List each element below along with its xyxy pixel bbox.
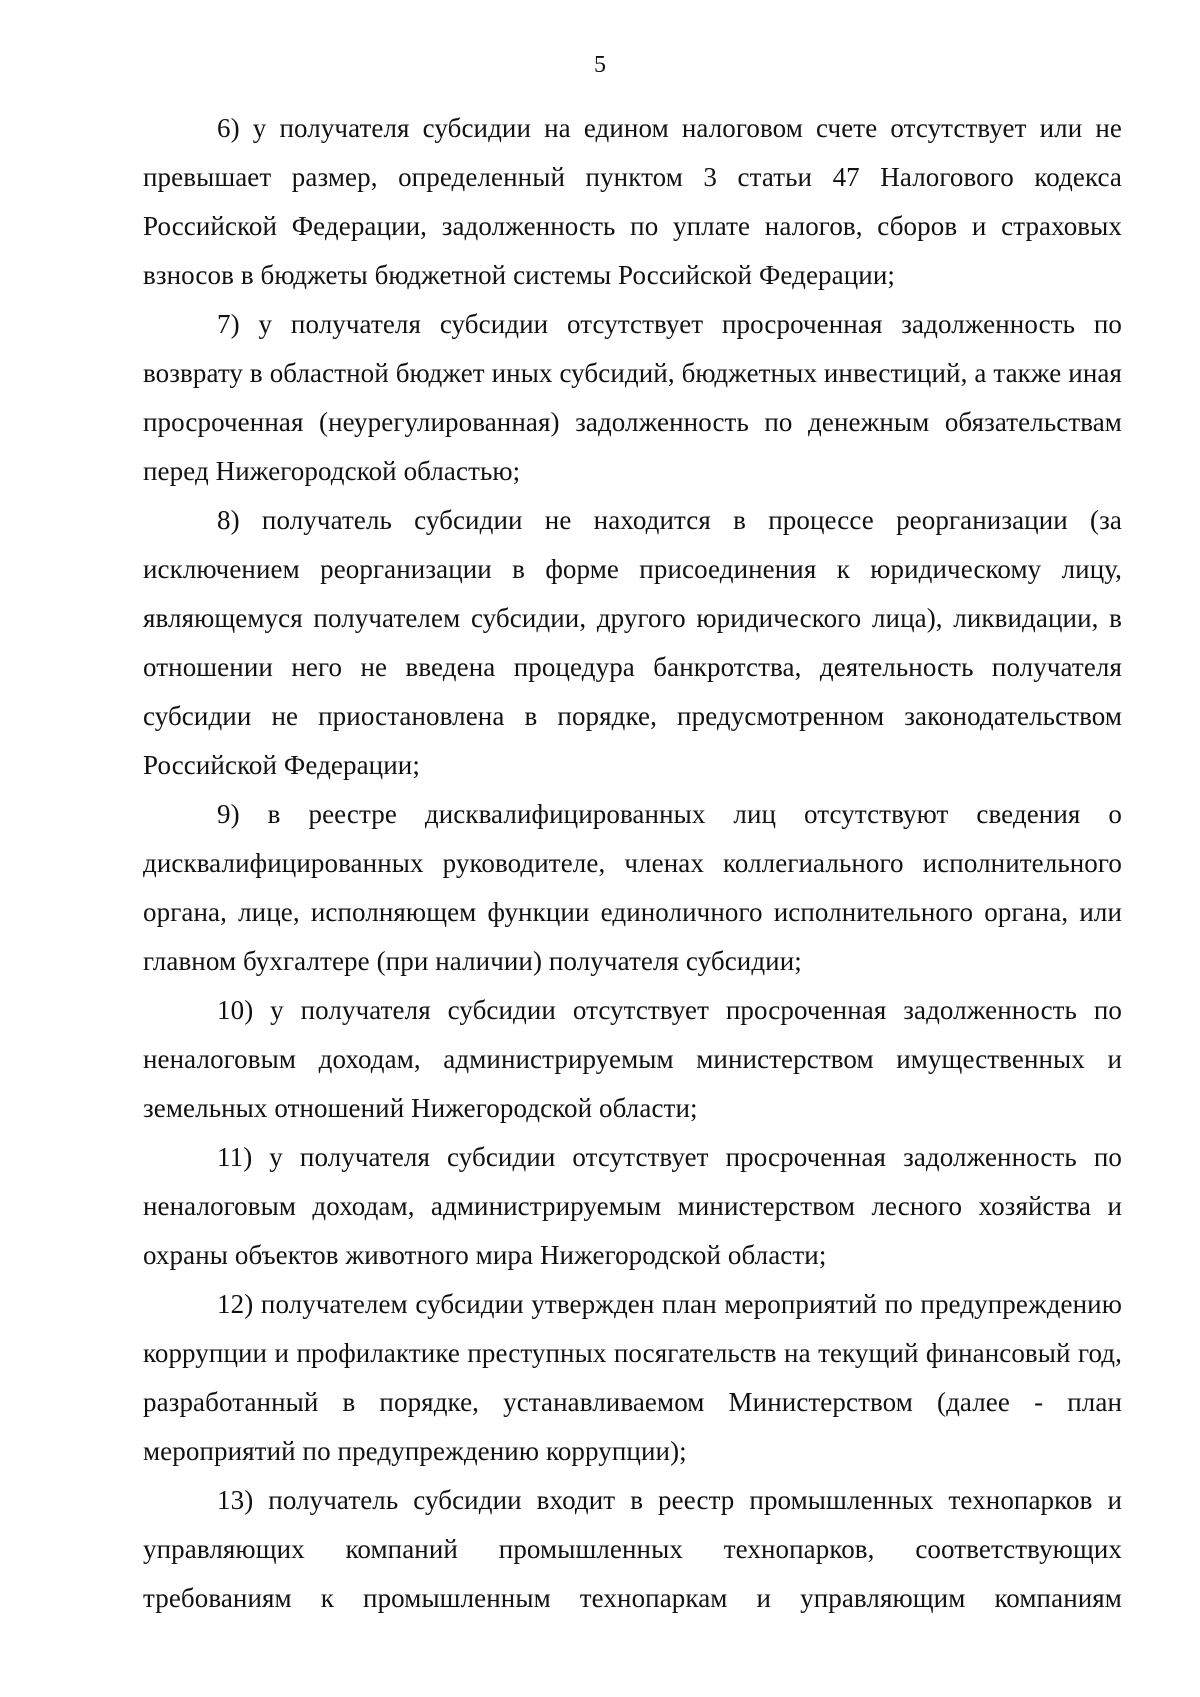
paragraph-item-10: 10) у получателя субсидии отсутствует просроченная задолженность по неналоговым доходам, администрируемым министерством имущественных и земельных отношений Нижегородской области; <box>143 995 1122 1123</box>
document-body <box>143 104 1122 1623</box>
page-number: 5 <box>594 52 606 78</box>
paragraph-item-12: 12) получателем субсидии утвержден план мероприятий по предупреждению коррупции и профилактике преступных посягательств на текущий финансовый год, разработанный в порядке, устанавливаемом Министерством (далее - план мероприятий по предупреждению коррупции); <box>143 1289 1122 1466</box>
paragraph-item-9: 9) в реестре дисквалифицированных лиц отсутствуют сведения о дисквалифицированных руководителе, членах коллегиального исполнительного органа, лице, исполняющем функции единоличного исполнительного органа, или главном бухгалтере (при наличии) получателя субсидии; <box>143 799 1122 976</box>
paragraph-item-6: 6) у получателя субсидии на едином налоговом счете отсутствует или не превышает размер, определенный пунктом 3 статьи 47 Налогового кодекса Российской Федерации, задолженность по уплате налогов, сборов и страховых взносов в бюджеты бюджетной системы Российской Федерации; <box>143 113 1122 290</box>
paragraph-item-11: 11) у получателя субсидии отсутствует просроченная задолженность по неналоговым доходам, администрируемым министерством лесного хозяйства и охраны объектов животного мира Нижегородской области; <box>143 1142 1122 1270</box>
paragraph-item-7: 7) у получателя субсидии отсутствует просроченная задолженность по возврату в областной бюджет иных субсидий, бюджетных инвестиций, а также иная просроченная (неурегулированная) задолженность по денежным обязательствам перед Нижегородской областью; <box>143 309 1122 486</box>
paragraph-item-13: 13) получатель субсидии входит в реестр промышленных технопарков и управляющих компаний промышленных технопарков, соответствующих требованиям к промышленным технопаркам и управляющим компаниям <box>143 1485 1122 1613</box>
paragraph-item-8: 8) получатель субсидии не находится в процессе реорганизации (за исключением реорганизации в форме присоединения к юридическому лицу, являющемуся получателем субсидии, другого юридического лица), ликвидации, в отношении него не введена процедура банкротства, деятельность получателя субсидии не приостановлена в порядке, предусмотренном законодательством Российской Федерации; <box>143 505 1122 780</box>
